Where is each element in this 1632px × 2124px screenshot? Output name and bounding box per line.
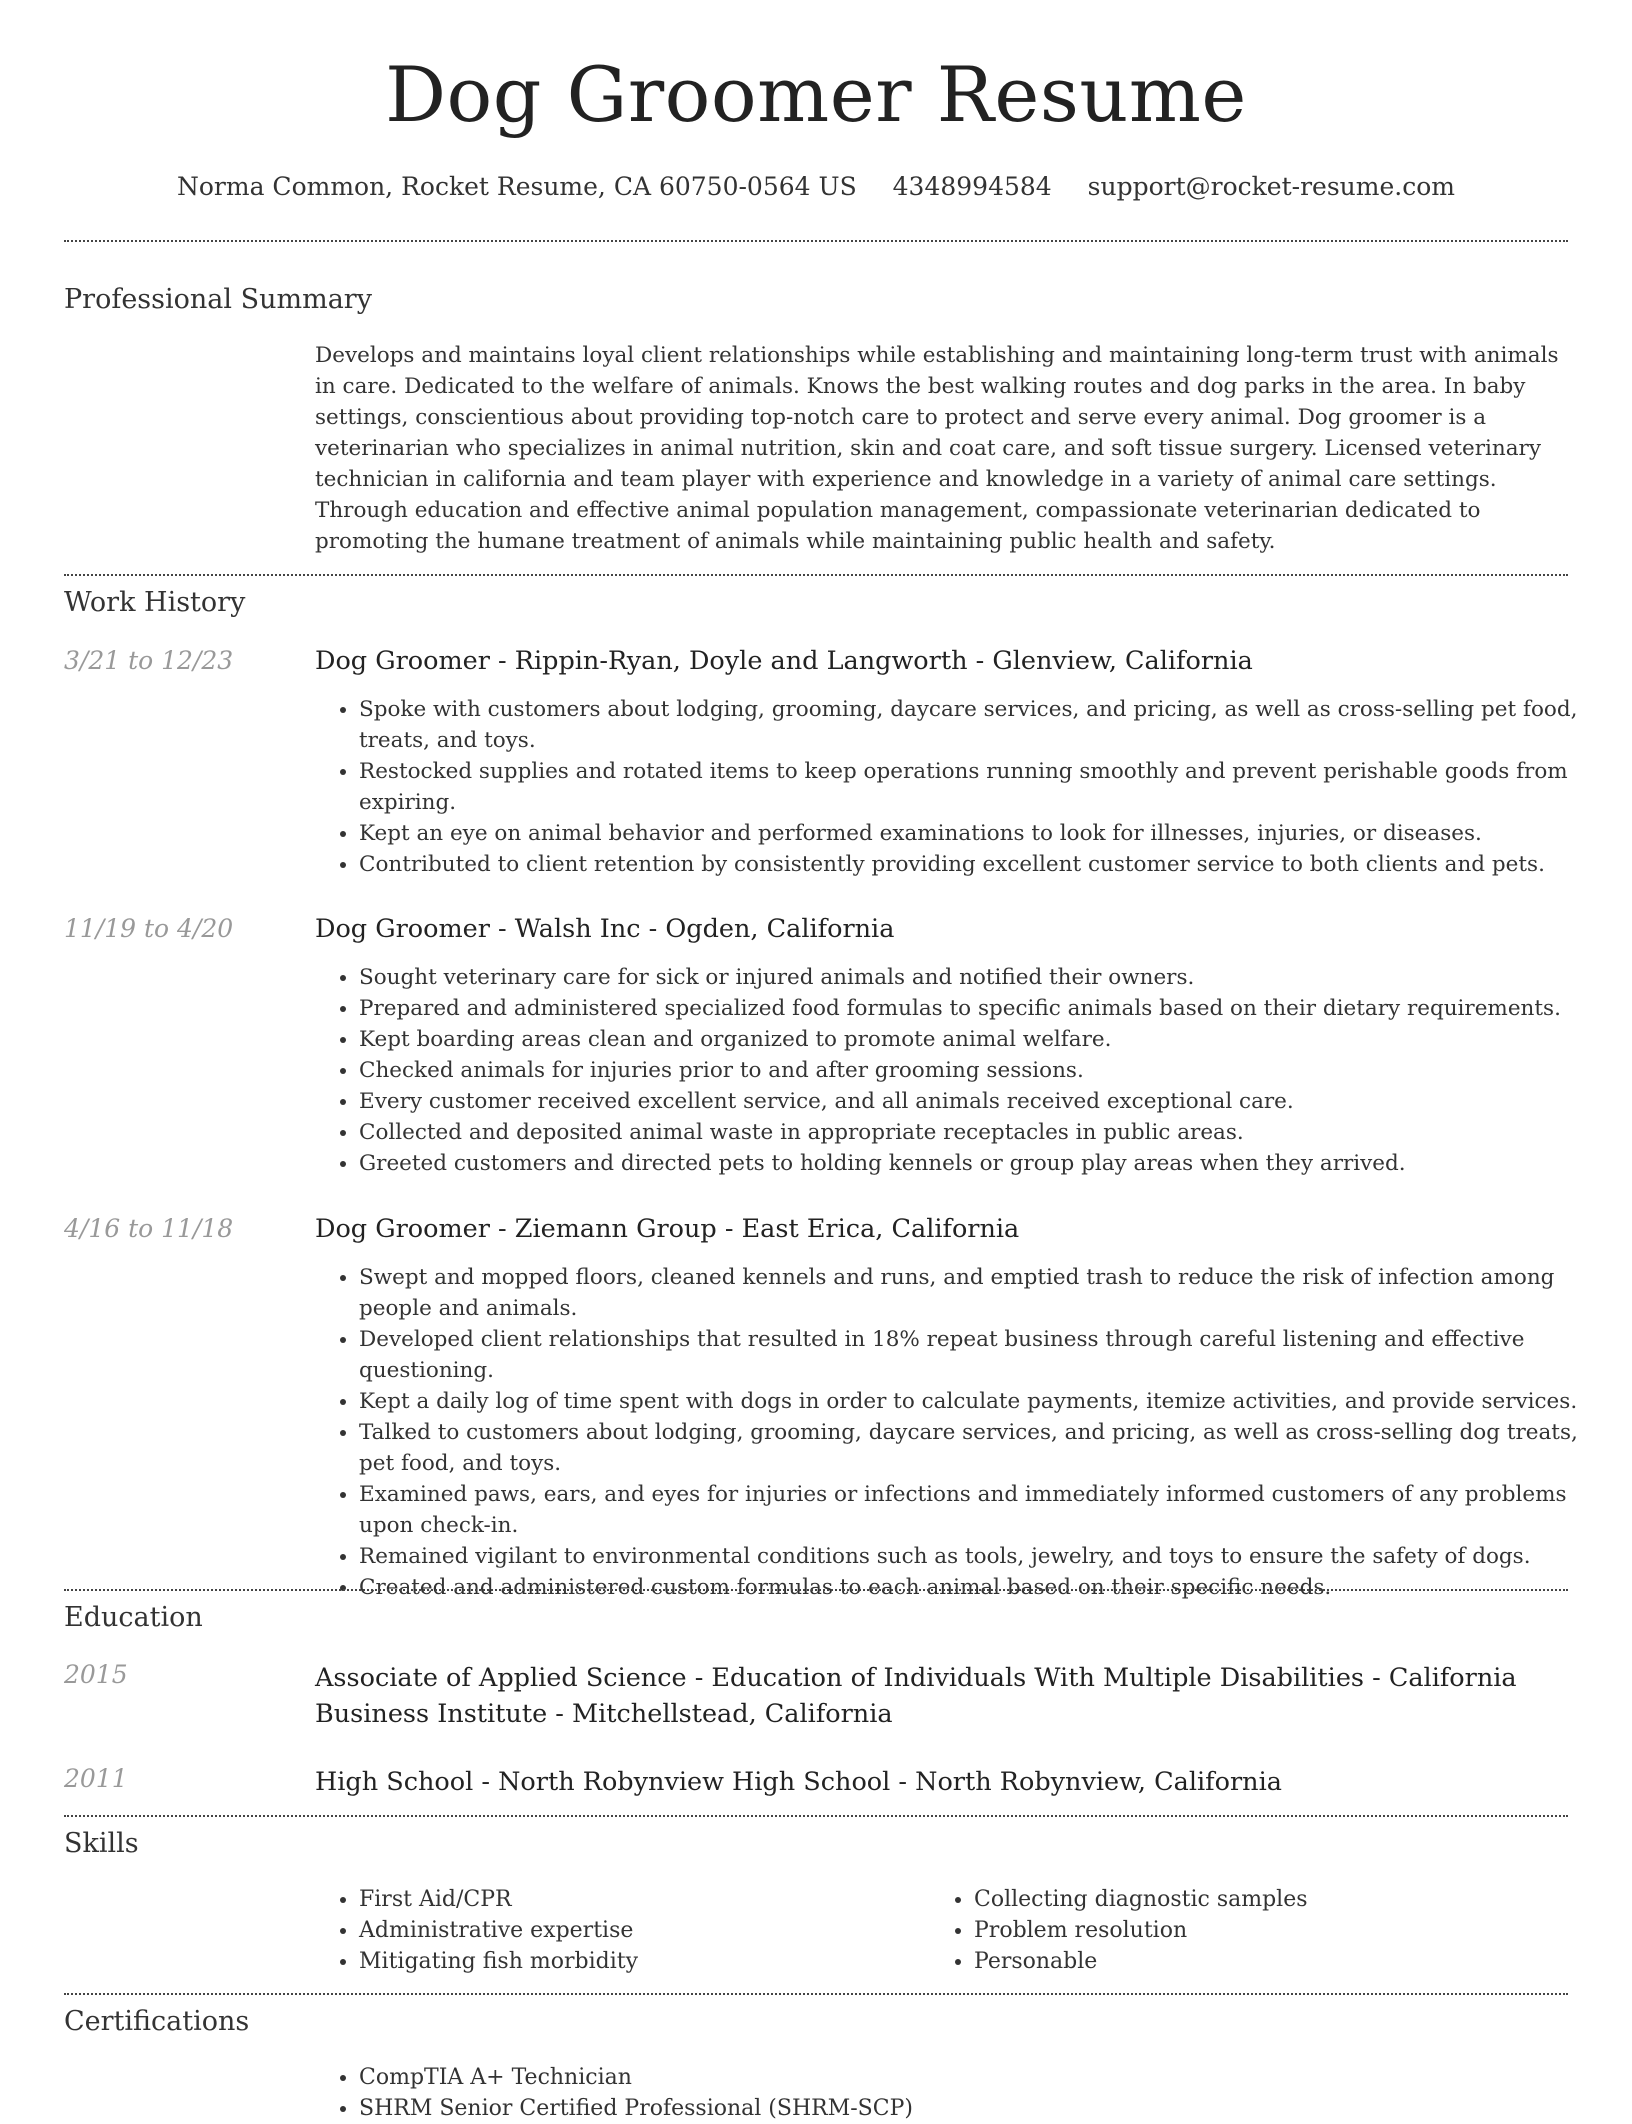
job-title: Dog Groomer - Walsh Inc - Ogden, California [315,914,895,944]
skill-item: • Personable [974,1946,1574,1977]
divider [64,240,1568,242]
job-bullet: • Greeted customers and directed pets to holding kennels or group play areas when they arrived. [359,1148,1612,1179]
job-bullet: • Prepared and administered specialized food formulas to specific animals based on their dietary requirements. [359,993,1612,1024]
job-bullet: • Checked animals for injuries prior to and after grooming sessions. [359,1055,1612,1086]
job-title: Dog Groomer - Rippin-Ryan, Doyle and Langworth - Glenview, California [315,646,1253,676]
skills-list-right [930,1884,1574,1977]
divider [64,574,1568,576]
contact-address: Norma Common, Rocket Resume, CA 60750-0564 US [177,172,857,201]
divider [64,1993,1568,1995]
job-bullet: • Remained vigilant to environmental conditions such as tools, jewelry, and toys to ensure the safety of dogs. [359,1541,1612,1572]
certifications-list [315,2062,913,2124]
job-bullet: • Swept and mopped floors, cleaned kennels and runs, and emptied trash to reduce the risk of infection among people and animals. [359,1262,1612,1324]
job-bullet: • Kept an eye on animal behavior and performed examinations to look for illnesses, injuries, or diseases. [359,818,1612,849]
section-title-summary: Professional Summary [64,284,372,315]
contact-phone: 4348994584 [892,172,1052,201]
education-year: 2015 [64,1660,128,1689]
skills-list-left [315,1884,919,1977]
skill-item: • Administrative expertise [359,1915,919,1946]
section-title-certifications: Certifications [64,2006,250,2037]
education-detail [315,1764,1568,1800]
certification-item: • CompTIA A+ Technician [359,2062,913,2093]
job-bullet: • Talked to customers about lodging, grooming, daycare services, and pricing, as well as cross-selling dog treats, pet food, and toys. [359,1417,1612,1479]
job-bullet: • Created and administered custom formulas to each animal based on their specific needs. [359,1572,1612,1603]
certification-item: • SHRM Senior Certified Professional (SHRM-SCP) [359,2093,913,2124]
job-bullet: • Kept a daily log of time spent with dogs in order to calculate payments, itemize activities, and provide services. [359,1386,1612,1417]
divider [64,1589,1568,1591]
contact-line [0,172,1632,201]
job-bullets [315,694,1612,880]
job-bullet: • Examined paws, ears, and eyes for injuries or infections and immediately informed customers of any problems upon check-in. [359,1479,1612,1541]
job-bullet: • Every customer received excellent service, and all animals received exceptional care. [359,1086,1612,1117]
job-bullet: • Spoke with customers about lodging, grooming, daycare services, and pricing, as well as cross-selling pet food, treats, and toys. [359,694,1612,756]
job-bullet: • Collected and deposited animal waste in appropriate receptacles in public areas. [359,1117,1612,1148]
section-title-skills: Skills [64,1828,139,1859]
job-bullet: • Developed client relationships that resulted in 18% repeat business through careful listening and effective questioning. [359,1324,1612,1386]
education-detail [315,1660,1568,1732]
education-school: - North Robynview High School - North Robynview, California [473,1767,1282,1797]
education-degree: Associate of Applied Science [315,1663,687,1693]
section-title-education: Education [64,1602,203,1633]
education-school: - Education of Individuals With Multiple Disabilities - California Business Institute - Mitchellstead, California [315,1663,1517,1729]
education-year: 2011 [64,1764,128,1793]
section-title-work-history: Work History [64,587,246,618]
divider [64,1815,1568,1817]
summary-text: Develops and maintains loyal client relationships while establishing and maintaining long-term trust with animals in care. Dedicated to the welfare of animals. Knows the best walking routes and dog parks in the area. In baby settings, conscientious about providing top-notch care to protect and serve every animal. Dog groomer is a veterinarian who specializes in animal nutrition, skin and coat care, and soft tissue surgery. Licensed veterinary technician in california and team player with experience and knowledge in a variety of animal care settings. Through education and effective animal population management, compassionate veterinarian dedicated to promoting the humane treatment of animals while maintaining public health and safety. [315,343,1559,554]
job-bullet: • Sought veterinary care for sick or injured animals and notified their owners. [359,962,1612,993]
job-bullets [315,962,1612,1179]
resume-title: Dog Groomer Resume [385,50,1247,139]
job-bullet: • Restocked supplies and rotated items to keep operations running smoothly and prevent perishable goods from expiring. [359,756,1612,818]
skill-item: • Collecting diagnostic samples [974,1884,1574,1915]
skill-item: • Problem resolution [974,1915,1574,1946]
job-dates: 11/19 to 4/20 [64,914,234,943]
job-bullet: • Contributed to client retention by consistently providing excellent customer service to both clients and pets. [359,849,1612,880]
contact-email: support@rocket-resume.com [1087,172,1455,201]
skill-item: • First Aid/CPR [359,1884,919,1915]
job-title: Dog Groomer - Ziemann Group - East Erica, California [315,1214,1020,1244]
job-bullets [315,1262,1612,1603]
job-dates: 4/16 to 11/18 [64,1214,234,1243]
job-dates: 3/21 to 12/23 [64,646,234,675]
education-degree: High School [315,1767,474,1797]
job-bullet: • Kept boarding areas clean and organized to promote animal welfare. [359,1024,1612,1055]
skill-item: • Mitigating fish morbidity [359,1946,919,1977]
